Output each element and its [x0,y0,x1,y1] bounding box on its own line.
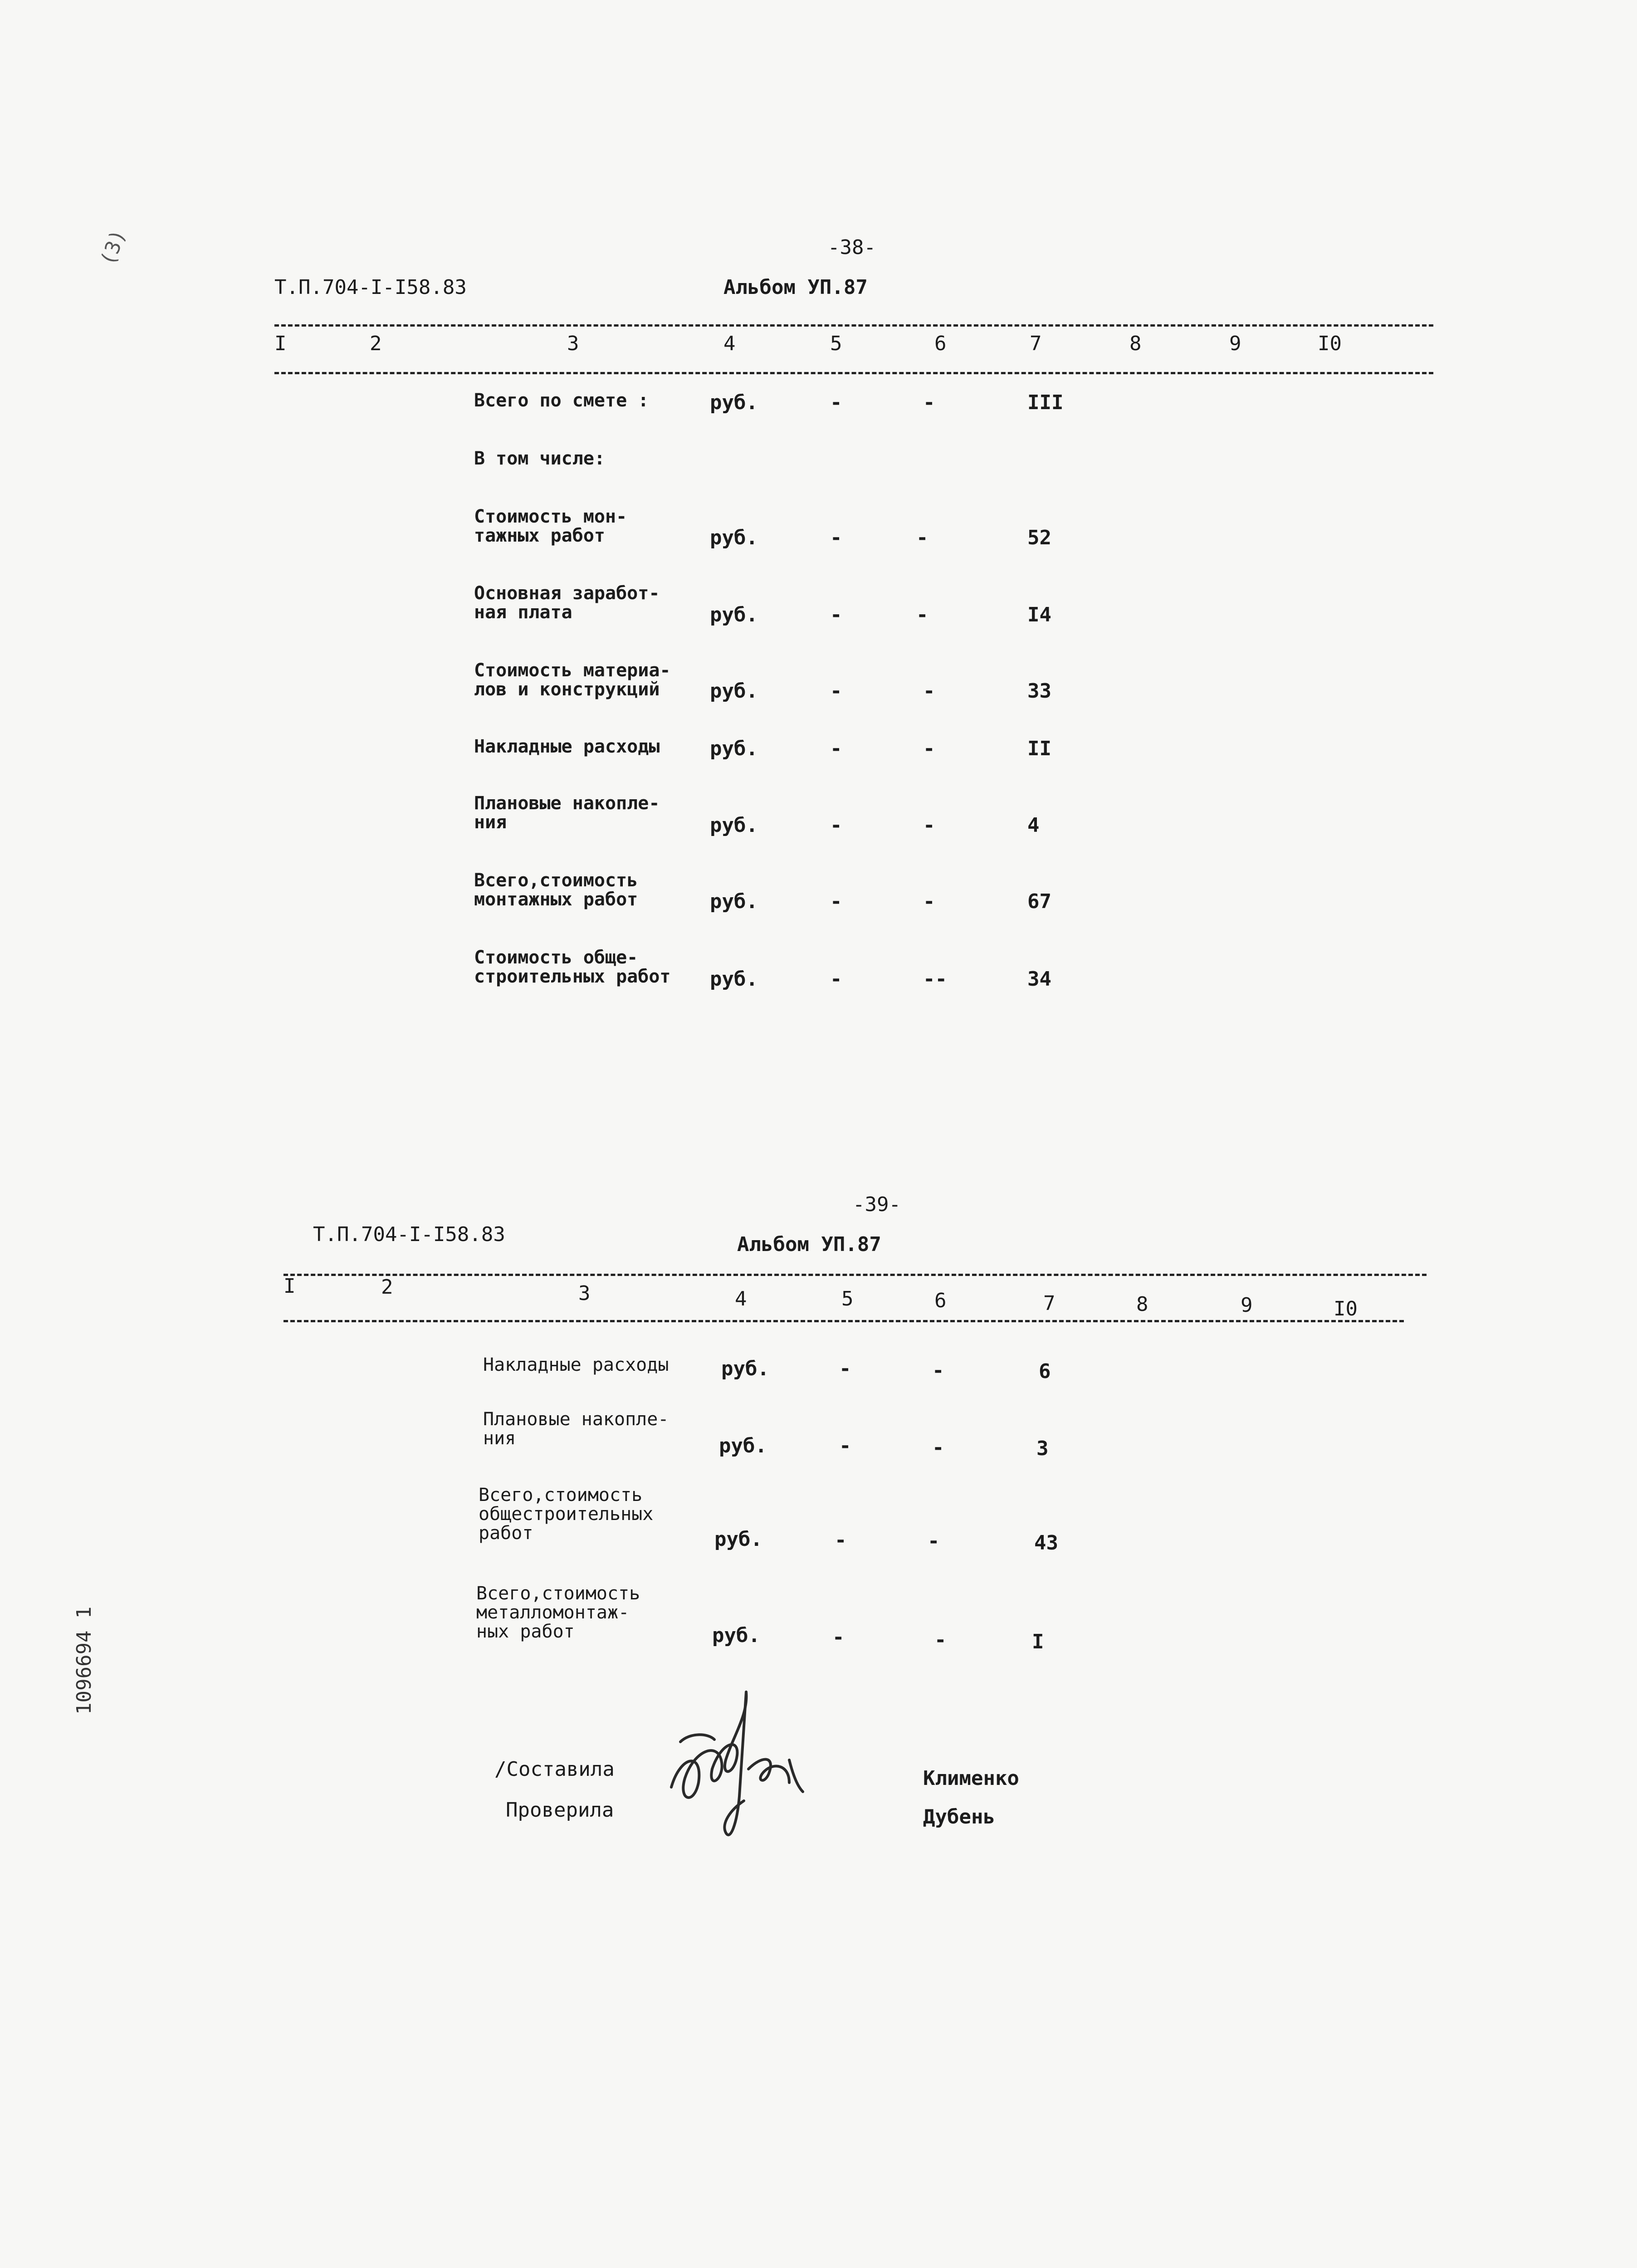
row-col6: - [932,1359,944,1382]
compiled-name: Клименко [923,1767,1019,1790]
row-label: Всего,стоимость монтажных работ [474,870,638,910]
row-unit: руб. [710,526,758,549]
row-unit: руб. [710,968,758,991]
column-header: 5 [830,332,842,355]
row-unit: руб. [721,1357,769,1380]
row-col7: II [1027,737,1051,760]
column-header: I0 [1318,332,1342,355]
row-col7: 3 [1036,1437,1049,1460]
row-col5: - [830,603,842,626]
column-header: 8 [1129,332,1142,355]
row-unit: руб. [710,603,758,626]
column-header: 3 [578,1282,591,1305]
row-col6: - [923,391,935,414]
row-col6: - [923,814,935,837]
row-col6: - [923,890,935,913]
album-title: Альбом УП.87 [737,1233,881,1256]
row-label: Плановые накопле- ния [474,793,660,833]
row-unit: руб. [710,814,758,837]
row-unit: руб. [710,679,758,703]
row-label: Накладные расходы [474,736,660,757]
row-col5: - [839,1357,851,1380]
row-col6: - [928,1530,940,1553]
row-col7: 34 [1027,968,1051,991]
row-col7: III [1027,391,1064,414]
margin-note: (3) [96,226,131,269]
row-label: Плановые накопле- ния [483,1409,669,1449]
divider [283,1274,1427,1276]
row-col5: - [830,968,842,991]
row-label: В том числе: [474,448,605,469]
column-header: I [274,332,287,355]
compiled-label: /Составила [494,1758,615,1781]
row-col6: - [934,1628,947,1652]
row-label: Основная заработ- ная плата [474,583,660,623]
row-unit: руб. [710,391,758,414]
row-col7: 4 [1027,814,1040,837]
divider [274,324,1433,327]
row-label: Стоимость мон- тажных работ [474,506,627,546]
row-col7: I4 [1027,603,1051,626]
row-col5: - [835,1529,847,1552]
page-number: -38- [828,236,876,259]
row-col5: - [830,890,842,913]
row-label: Всего,стоимость металломонтаж- ных работ [476,1583,640,1642]
row-col6: - [932,1436,944,1459]
doc-code: Т.П.704-I-I58.83 [313,1223,505,1246]
row-col5: - [830,737,842,760]
column-header: 8 [1136,1293,1148,1316]
column-header: 4 [723,332,736,355]
row-col5: - [839,1434,851,1457]
column-header: 2 [370,332,382,355]
page-number: -39- [853,1193,901,1216]
column-header: 9 [1241,1294,1253,1317]
row-label: Всего,стоимость общестроительных работ [479,1485,654,1544]
checked-label: Проверила [506,1799,614,1822]
row-col7: 43 [1034,1531,1058,1554]
row-unit: руб. [710,890,758,913]
row-label: Накладные расходы [483,1354,669,1375]
row-unit: руб. [712,1624,760,1647]
column-header: 3 [567,332,579,355]
checked-name: Дубень [923,1805,995,1828]
row-col5: - [830,814,842,837]
row-col7: 52 [1027,526,1051,549]
divider [274,372,1433,374]
column-header: 6 [934,1289,947,1312]
row-col5: - [830,526,842,549]
row-col6: - [923,737,935,760]
row-label: Стоимость обще- строительных работ [474,947,671,987]
column-header: I0 [1334,1297,1358,1320]
row-col7: 67 [1027,890,1051,913]
row-col6: - [923,679,935,703]
column-header: I [283,1275,296,1298]
row-label: Стоимость материа- лов и конструкций [474,660,671,700]
column-header: 5 [841,1287,854,1310]
row-unit: руб. [710,737,758,760]
row-col5: - [830,391,842,414]
column-header: 2 [381,1276,393,1299]
column-header: 9 [1229,332,1241,355]
row-col5: - [830,679,842,703]
album-title: Альбом УП.87 [723,276,868,299]
row-col6: - [916,603,928,626]
column-header: 7 [1043,1292,1055,1315]
doc-code: Т.П.704-I-I58.83 [274,276,467,299]
row-col6: - [916,526,928,549]
column-header: 7 [1030,332,1042,355]
row-col7: 33 [1027,679,1051,703]
column-header: 6 [934,332,947,355]
row-unit: руб. [714,1528,762,1551]
row-col7: I [1032,1630,1044,1653]
divider [283,1320,1404,1322]
side-note: 1096694 1 [73,1606,96,1715]
column-header: 4 [735,1287,747,1310]
row-unit: руб. [719,1434,767,1457]
signature-image [653,1687,816,1851]
row-label: Всего по смете : [474,390,649,411]
row-col5: - [832,1626,845,1649]
row-col7: 6 [1039,1360,1051,1383]
row-col6: -- [923,968,947,991]
